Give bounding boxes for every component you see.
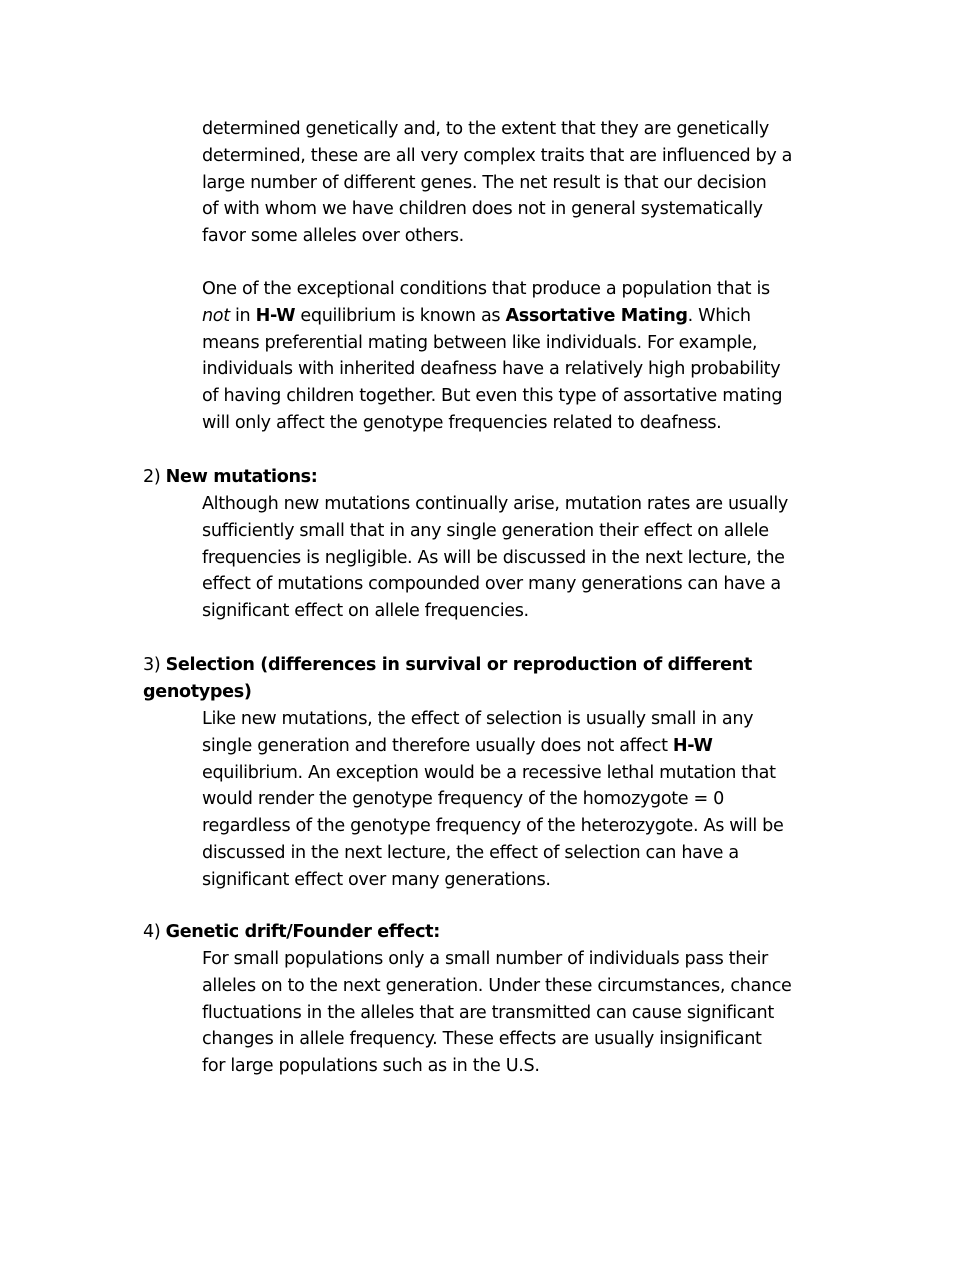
section-number: 4) <box>143 922 166 942</box>
text-line: large number of different genes. The net result is that our decision <box>202 172 767 193</box>
section-title: Selection (differences in survival or reproduction of different <box>165 655 752 675</box>
text-fragment: . Which <box>687 305 751 326</box>
text-line: regardless of the genotype frequency of the heterozygote. As will be <box>202 816 784 837</box>
text-line: significant effect over many generations. <box>202 869 551 890</box>
section-2-heading <box>143 464 843 491</box>
text-line: determined, these are all very complex traits that are influenced by a <box>202 145 793 166</box>
text-fragment: equilibrium is known as <box>295 305 506 326</box>
text-line: of with whom we have children does not in general systematically <box>202 199 763 220</box>
text-line: for large populations such as in the U.S. <box>202 1056 540 1077</box>
text-line: equilibrium. An exception would be a recessive lethal mutation that <box>202 762 776 783</box>
section-2-body <box>202 491 852 625</box>
section-3-heading <box>143 652 843 706</box>
text-line: changes in allele frequency. These effects are usually insignificant <box>202 1029 762 1050</box>
text-line: sufficiently small that in any single generation their effect on allele <box>202 520 769 541</box>
hw-term: H-W <box>255 305 296 326</box>
text-line: alleles on to the next generation. Under these circumstances, chance <box>202 975 792 996</box>
text-line: of having children together. But even this type of assortative mating <box>202 386 783 407</box>
text-line: means preferential mating between like individuals. For example, <box>202 332 758 353</box>
text-line: One of the exceptional conditions that produce a population that is <box>202 279 770 299</box>
section-3-body <box>202 706 852 894</box>
text-line: frequencies is negligible. As will be discussed in the next lecture, the <box>202 547 785 568</box>
text-line: Like new mutations, the effect of selection is usually small in any <box>202 709 754 729</box>
text-line: Although new mutations continually arise, mutation rates are usually <box>202 494 788 514</box>
text-fragment: in <box>229 305 256 326</box>
text-line <box>202 303 852 330</box>
text-line: For small populations only a small number of individuals pass their <box>202 949 768 969</box>
assortative-mating-term: Assortative Mating <box>505 305 688 326</box>
text-line <box>143 652 843 679</box>
emphasis-not: not <box>202 305 230 326</box>
text-line: determined genetically and, to the extent that they are genetically <box>202 119 769 139</box>
text-line: will only affect the genotype frequencies related to deafness. <box>202 412 722 433</box>
section-number: 3) <box>143 655 166 675</box>
section-title: New mutations: <box>165 467 318 487</box>
text-fragment: single generation and therefore usually does not affect <box>202 735 673 756</box>
section-number: 2) <box>143 467 166 487</box>
section-title-continued: genotypes) <box>143 681 252 702</box>
text-line: significant effect on allele frequencies. <box>202 601 529 622</box>
intro-paragraph <box>202 116 852 250</box>
text-line: effect of mutations compounded over many generations can have a <box>202 574 781 595</box>
text-line: favor some alleles over others. <box>202 226 464 247</box>
text-line: would render the genotype frequency of the homozygote = 0 <box>202 789 725 810</box>
section-4-heading <box>143 919 843 946</box>
hw-term: H-W <box>672 735 713 756</box>
section-4-body <box>202 946 852 1080</box>
text-line: discussed in the next lecture, the effect of selection can have a <box>202 842 739 863</box>
assortative-mating-paragraph <box>202 276 852 437</box>
section-title: Genetic drift/Founder effect: <box>165 922 440 942</box>
text-line: fluctuations in the alleles that are transmitted can cause significant <box>202 1002 774 1023</box>
text-line: individuals with inherited deafness have a relatively high probability <box>202 359 781 380</box>
text-line <box>202 733 852 760</box>
